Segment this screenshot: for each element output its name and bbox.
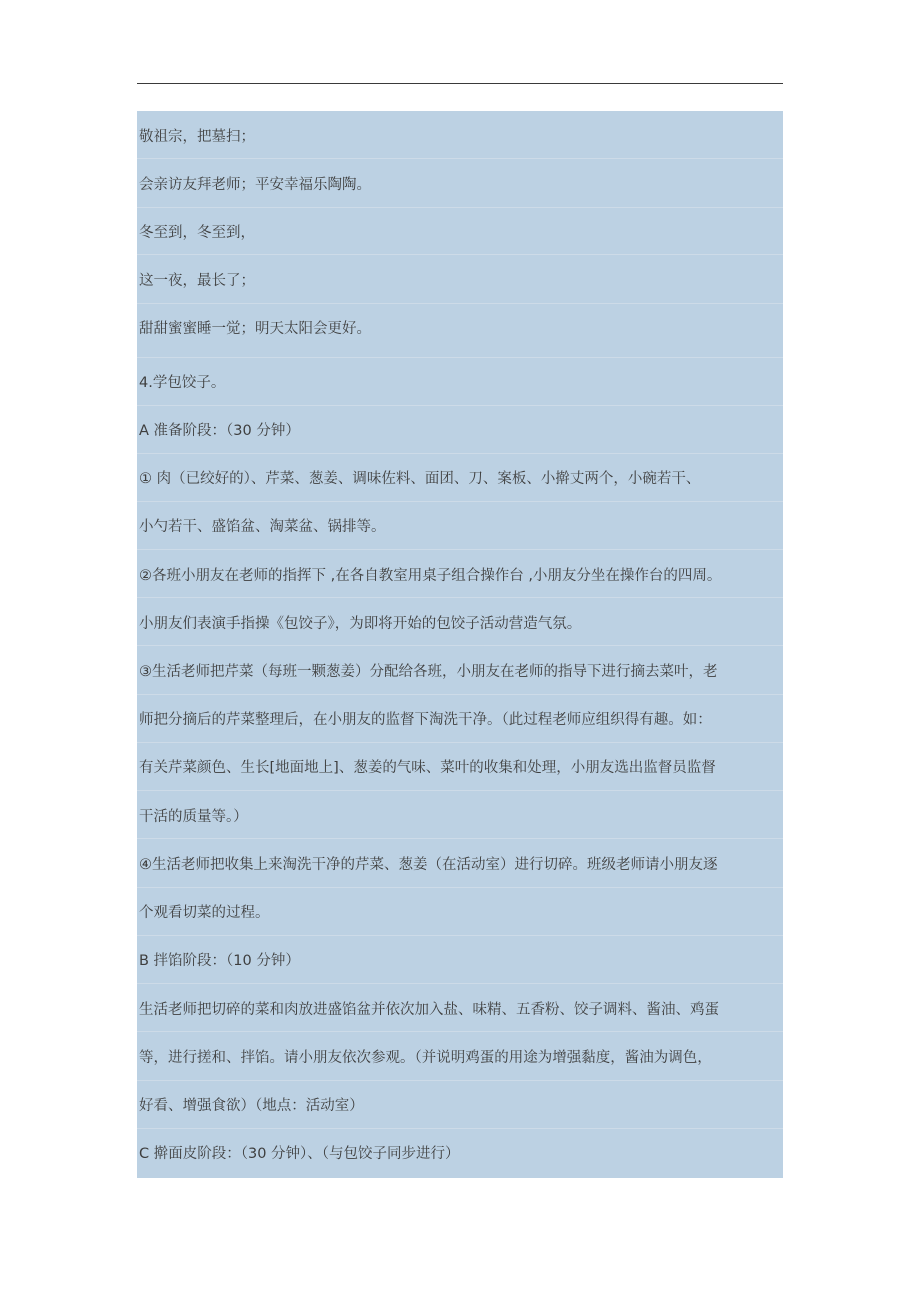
text-line: 等，进行搓和、拌馅。请小朋友依次参观。（并说明鸡蛋的用途为增强黏度，酱油为调色， xyxy=(139,1050,712,1066)
row-divider xyxy=(137,303,783,304)
row-divider xyxy=(137,742,783,743)
text-line: 甜甜蜜蜜睡一觉；明天太阳会更好。 xyxy=(139,321,371,337)
text-line: ③生活老师把芹菜（每班一颗葱姜）分配给各班，小朋友在老师的指导下进行摘去菜叶，老 xyxy=(139,664,718,680)
text-line: 会亲访友拜老师；平安幸福乐陶陶。 xyxy=(139,177,371,193)
text-line: B 拌馅阶段：（10 分钟） xyxy=(139,953,300,969)
row-divider xyxy=(137,453,783,454)
row-divider xyxy=(137,405,783,406)
text-line: ④生活老师把收集上来淘洗干净的芹菜、葱姜（在活动室）进行切碎。班级老师请小朋友逐 xyxy=(139,857,718,873)
text-line: 敬祖宗，把墓扫； xyxy=(139,129,255,145)
text-line: 小朋友们表演手指操《包饺子》，为即将开始的包饺子活动营造气氛。 xyxy=(139,616,582,632)
text-line: 个观看切菜的过程。 xyxy=(139,905,270,921)
text-line: ②各班小朋友在老师的指挥下 ,在各自教室用桌子组合操作台 ,小朋友分坐在操作台的四周。 xyxy=(139,568,722,584)
text-line: 干活的质量等。） xyxy=(139,809,248,825)
row-divider xyxy=(137,1128,783,1129)
row-divider xyxy=(137,357,783,358)
header-rule xyxy=(137,83,783,84)
text-line: C 擀面皮阶段：（30 分钟）、（与包饺子同步进行） xyxy=(139,1146,460,1162)
row-divider xyxy=(137,694,783,695)
row-divider xyxy=(137,501,783,502)
row-divider xyxy=(137,254,783,255)
text-line: 有关芹菜颜色、生长[地面地上]、葱姜的气味、菜叶的收集和处理，小朋友选出监督员监督 xyxy=(139,760,716,776)
text-line: ① 肉（已绞好的）、芹菜、葱姜、调味佐料、面团、刀、案板、小擀丈两个，小碗若干、 xyxy=(139,471,701,487)
text-line: 师把分摘后的芹菜整理后，在小朋友的监督下淘洗干净。（此过程老师应组织得有趣。如： xyxy=(139,712,712,728)
row-divider xyxy=(137,1031,783,1032)
text-line: 这一夜，最长了； xyxy=(139,273,255,289)
text-line: 生活老师把切碎的菜和肉放进盛馅盆并依次加入盐、味精、五香粉、饺子调料、酱油、鸡蛋 xyxy=(139,1002,719,1018)
row-divider xyxy=(137,645,783,646)
row-divider xyxy=(137,887,783,888)
row-divider xyxy=(137,790,783,791)
row-divider xyxy=(137,549,783,550)
text-line: 好看、增强食欲）（地点：活动室） xyxy=(139,1098,364,1114)
row-divider xyxy=(137,158,783,159)
text-line: 4.学包饺子。 xyxy=(139,375,226,391)
row-divider xyxy=(137,1080,783,1081)
text-line: 冬至到，冬至到， xyxy=(139,225,255,241)
row-divider xyxy=(137,983,783,984)
text-line: 小勺若干、盛馅盆、淘菜盆、锅排等。 xyxy=(139,519,386,535)
text-line: A 准备阶段：（30 分钟） xyxy=(139,423,300,439)
content-block xyxy=(137,111,783,1178)
row-divider xyxy=(137,207,783,208)
row-divider xyxy=(137,935,783,936)
row-divider xyxy=(137,597,783,598)
row-divider xyxy=(137,838,783,839)
